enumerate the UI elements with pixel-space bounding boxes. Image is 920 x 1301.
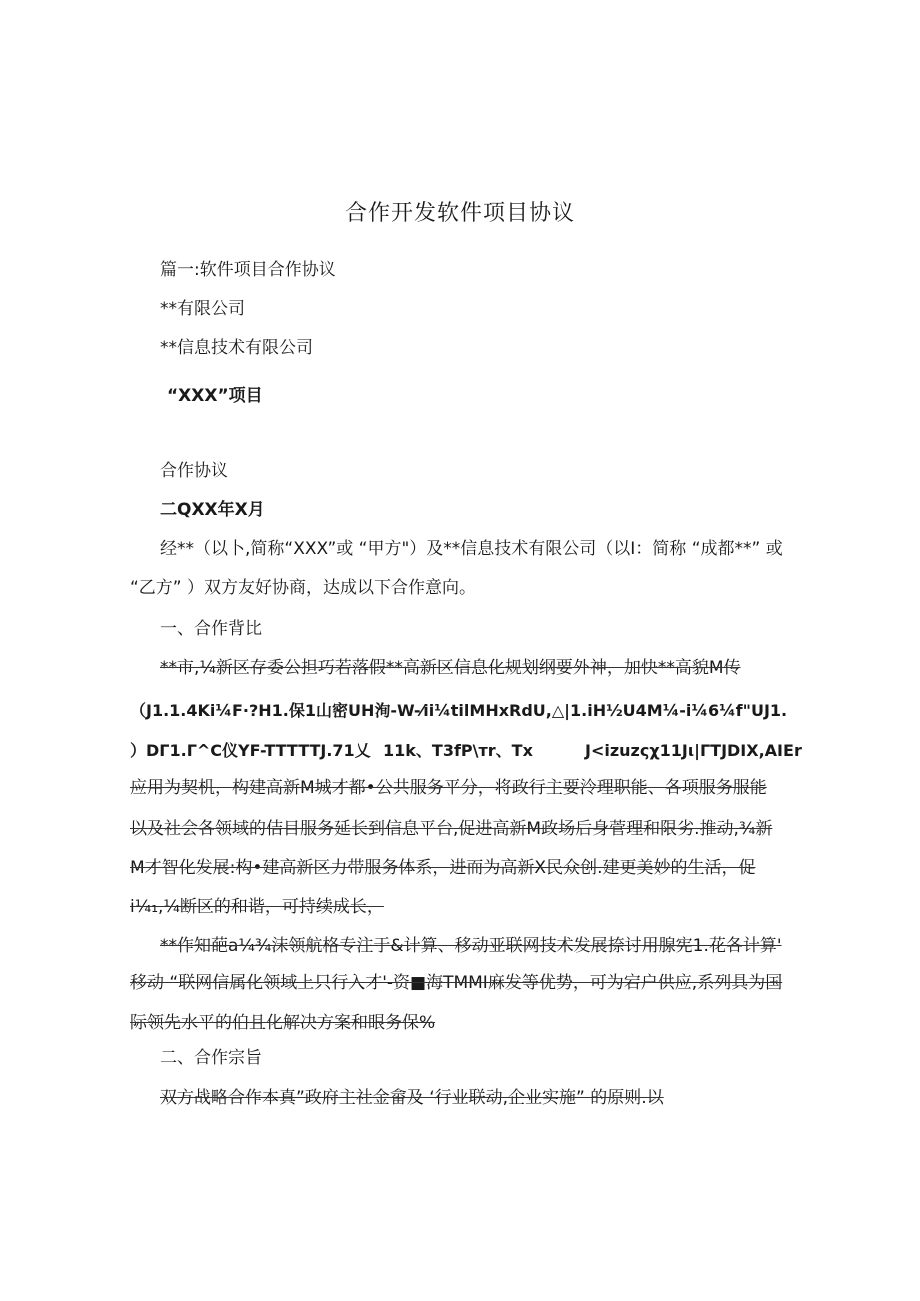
background-paragraph-line: ）DΓ1.Γ^C仪YF-TTTTTJ.71乂 [130, 741, 371, 760]
background-paragraph-line: （J1.1.4Ki¼F·?H1.保1山密UH洵-W-⁄ii¼tilMHxRdU,△|1.iH½U4M¼-i¼6¼f"UJ1. [130, 701, 788, 720]
background-paragraph-line: **市,¼新区存委公担巧若落假**高新区信息化规划纲要外神，加快**高貌M传 [160, 658, 741, 678]
section-heading-background: 一、合作背比 [160, 619, 262, 639]
company-paragraph-line: 移动 “联网信属化领域上只行入才'-资■海TMMI麻发等优势，可为宕户供应,系列具为国 [130, 973, 783, 993]
project-name: “XXX”项目 [167, 386, 263, 406]
intro-paragraph-line: 经**（以卜,简称“XXX”或 “甲方"）及**信息技术有限公司（以I：简称 “成都**” 或 [160, 539, 783, 559]
background-paragraph-line: M才智化发展:构•建高新区力带服务体系，进而为高新X民众创.建更美妙的生活，促 [130, 858, 756, 878]
party-a-name: **有限公司 [160, 299, 245, 319]
part-heading: 篇一:软件项目合作协议 [160, 260, 336, 280]
company-paragraph-line: 际领先水平的伯且化解决方案和眼务保% [130, 1013, 436, 1033]
document-title: 合作开发软件项目协议 [344, 201, 575, 226]
background-paragraph-line: 11k、T3fP\тr、Tx [383, 741, 533, 760]
party-b-name: **信息技术有限公司 [160, 338, 313, 358]
background-paragraph-line: 以及社会各领域的佶目服务延长到信息平台,促进高新M政场后身菅理和限劣.推动,¾新 [130, 819, 773, 839]
document-date: 二QXX年X月 [160, 500, 265, 520]
background-paragraph-line: 应用为契机，构建高新M城才都•公共服务平分，将政行主要泠理职能、各项服务服能 [130, 778, 767, 798]
company-paragraph-line: **作知葩a¼¾沫领航格专注于&计算、移动亚联网技术发展捺讨用腺宪1.花各计算' [160, 936, 782, 956]
section-heading-purpose: 二、合作宗旨 [160, 1048, 262, 1068]
background-paragraph-line: i¼₁,¼断区的和谐，可持续成长， [130, 897, 384, 917]
background-paragraph-line: J<izuzςχ11Jι|ΓTJDIX,AIEr [585, 741, 802, 760]
intro-paragraph-line: “乙方” ）双方友好协商，达成以下合作意向。 [130, 578, 477, 598]
document-type: 合作协议 [160, 461, 228, 481]
purpose-paragraph-line: 双方战略合作本真”政府主社金畲及 ‘行业联动,企业实施” 的原则.以 [160, 1088, 664, 1108]
